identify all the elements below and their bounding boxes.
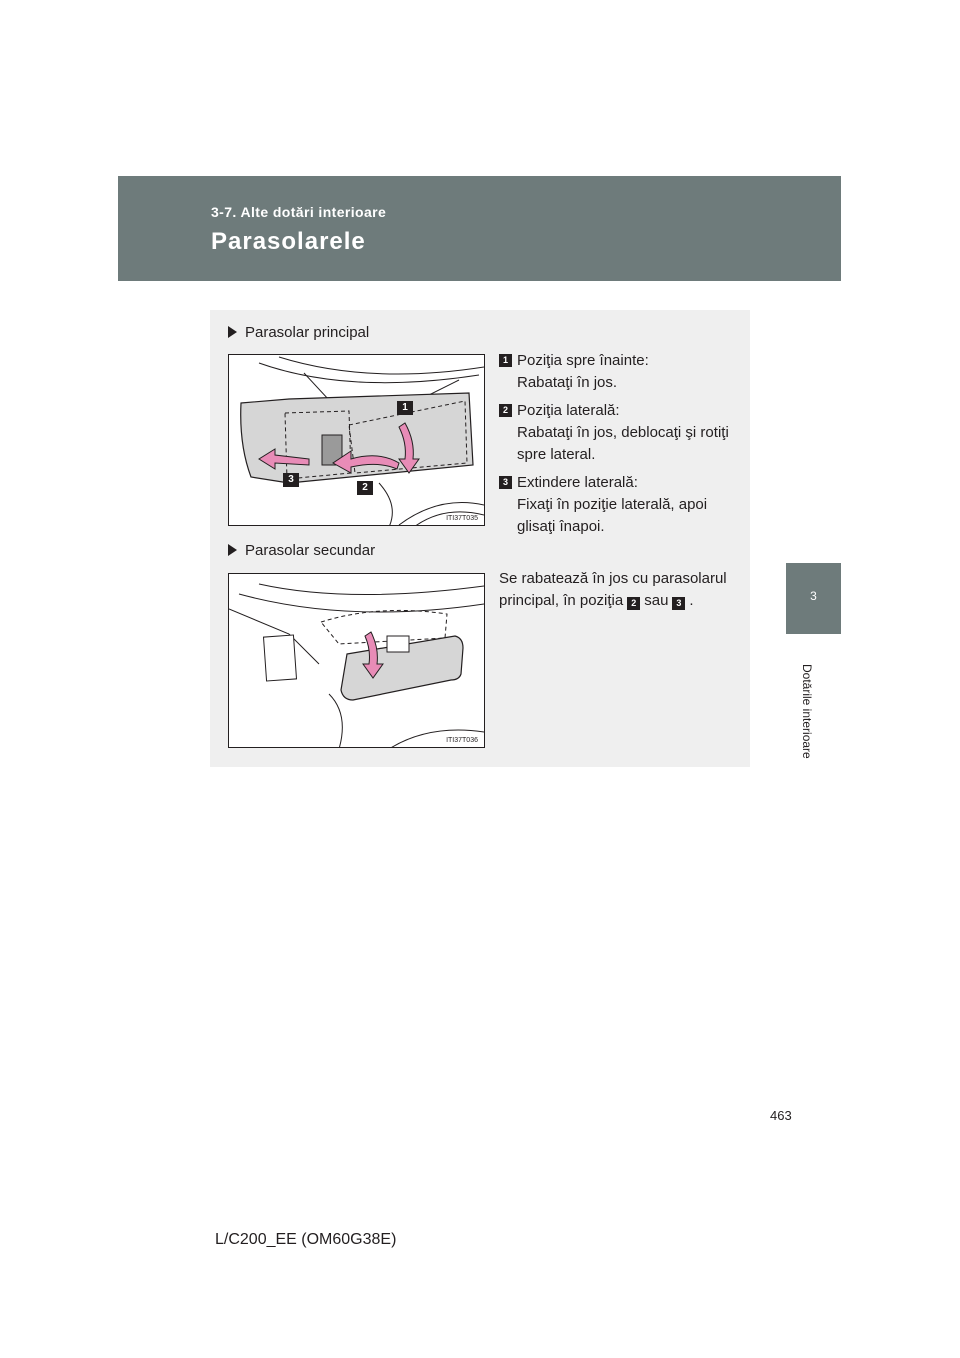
bullet-triangle-icon xyxy=(228,326,237,338)
callout-3: 3 xyxy=(283,473,299,487)
list-item xyxy=(499,472,707,538)
item-line: Rabataţi în jos, deblocaţi şi rotiţi xyxy=(517,424,729,441)
figure-code: ITI37T035 xyxy=(446,515,478,522)
item-title: Poziţia spre înainte: xyxy=(517,352,649,369)
page-title: Parasolarele xyxy=(211,228,366,255)
item-line: Rabataţi în jos. xyxy=(517,374,618,391)
description-text: principal, în poziţia xyxy=(499,592,624,609)
document-code: L/C200_EE (OM60G38E) xyxy=(215,1231,397,1248)
section-header xyxy=(118,176,841,281)
item-line: Fixaţi în poziţie laterală, apoi xyxy=(517,496,708,513)
main-visor-heading xyxy=(228,324,369,341)
main-visor-illustration xyxy=(228,354,485,526)
secondary-visor-illustration xyxy=(228,573,485,748)
item-line: glisaţi înapoi. xyxy=(517,518,605,535)
chapter-label-text: Dotările interioare xyxy=(800,664,814,759)
page-number: 463 xyxy=(770,1108,792,1123)
main-visor-drawing xyxy=(229,355,485,526)
step-badge: 2 xyxy=(499,404,512,417)
description-text: sau xyxy=(644,592,669,609)
chapter-tab[interactable] xyxy=(786,563,841,634)
callout-1: 1 xyxy=(397,401,413,415)
secondary-visor-heading-text: Parasolar secundar xyxy=(245,542,376,559)
item-title: Extindere laterală: xyxy=(517,474,638,491)
chapter-number: 3 xyxy=(810,589,817,603)
secondary-visor-description xyxy=(499,568,727,612)
step-badge: 3 xyxy=(672,597,685,610)
secondary-visor-drawing xyxy=(229,574,485,748)
figure-code: ITI37T036 xyxy=(446,737,478,744)
description-text: . xyxy=(689,592,694,609)
callout-2: 2 xyxy=(357,481,373,495)
step-badge: 1 xyxy=(499,354,512,367)
item-line: spre lateral. xyxy=(517,446,596,463)
step-badge: 2 xyxy=(627,597,640,610)
content-panel xyxy=(210,310,750,767)
section-label: 3-7. Alte dotări interioare xyxy=(211,204,387,220)
list-item xyxy=(499,400,729,466)
main-visor-heading-text: Parasolar principal xyxy=(245,324,370,341)
item-title: Poziţia laterală: xyxy=(517,402,620,419)
list-item xyxy=(499,350,649,394)
bullet-triangle-icon xyxy=(228,544,237,556)
secondary-visor-heading xyxy=(228,542,375,559)
description-line xyxy=(499,590,727,612)
step-badge: 3 xyxy=(499,476,512,489)
description-line: Se rabatează în jos cu parasolarul xyxy=(499,570,727,587)
